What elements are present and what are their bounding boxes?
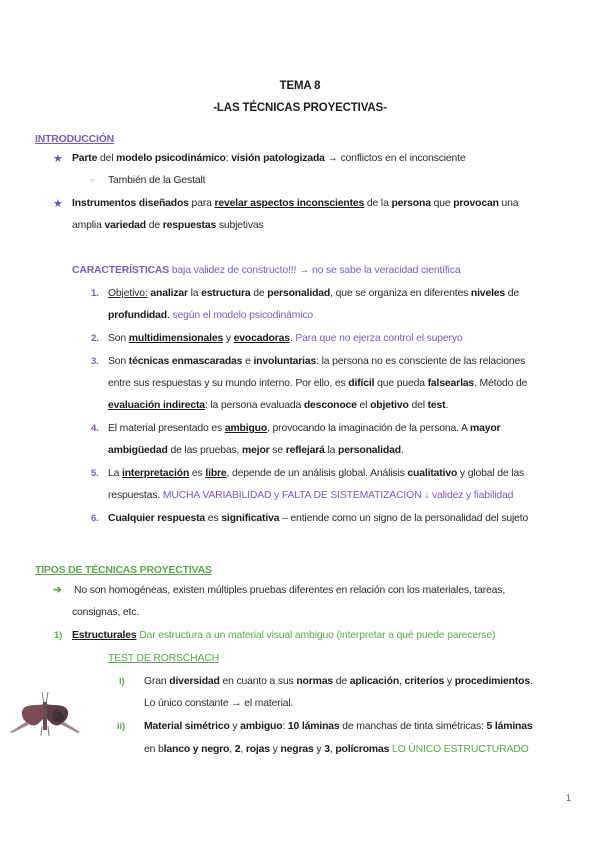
intro-item-1: Parte del modelo psicodinámico: visión patologizada → conflictos en el inconsciente xyxy=(72,153,466,164)
list-number: 1) xyxy=(54,630,63,641)
list-number: ii) xyxy=(117,721,125,732)
page-number: 1 xyxy=(566,793,571,803)
arrow-bullet-icon: ➔ xyxy=(53,585,62,596)
circle-bullet-icon: ○ xyxy=(90,176,95,185)
rorschach-item-2-line-2: en blanco y negro, 2, rojas y negras y 3, polícromas LO ÚNICO ESTRUCTURADO xyxy=(144,744,529,755)
list-number: 2. xyxy=(91,333,99,344)
tipos-note-line-2: consignas, etc. xyxy=(72,607,140,618)
section-heading-tipos: TIPOS DE TÉCNICAS PROYECTIVAS xyxy=(35,565,212,576)
test-rorschach-heading: TEST DE RORSCHACH xyxy=(108,653,219,664)
tipo-estructurales: Estructurales Dar estructura a un material visual ambiguo (interpretar a qué puede parecerse) xyxy=(72,630,496,641)
caracteristica-3-line-1: Son técnicas enmascaradas e involuntarias: la persona no es consciente de las relaciones xyxy=(108,356,526,367)
document-subtitle: -LAS TÉCNICAS PROYECTIVAS- xyxy=(213,102,387,114)
caracteristica-1-line-1: Objetivo: analizar la estructura de personalidad, que se organiza en diferentes niveles de xyxy=(108,288,520,299)
caracteristica-1-line-2: profundidad. según el modelo psicodinámico xyxy=(108,310,314,321)
document-title: TEMA 8 xyxy=(279,80,321,92)
caracteristica-6: Cualquier respuesta es significativa – entiende como un signo de la personalidad del sujeto xyxy=(108,513,529,524)
list-number: 5. xyxy=(91,468,99,479)
caracteristica-2: Son multidimensionales y evocadoras. Para que no ejerza control el superyo xyxy=(108,333,463,344)
caracteristica-5-line-2: respuestas. MUCHA VARIABILIDAD y FALTA DE SISTEMATIZACIÓN ↓ validez y fiabilidad xyxy=(108,490,514,501)
caracteristica-3-line-3: evaluación indirecta: la persona evaluada desconoce el objetivo del test. xyxy=(108,400,449,411)
rorschach-item-1-line-2: Lo único constante → el material. xyxy=(144,698,294,709)
caracteristica-5-line-1: La interpretación es libre, depende de un análisis global. Análisis cualitativo y global de las xyxy=(108,468,525,479)
intro-item-2-line-1: Instrumentos diseñados para revelar aspectos inconscientes de la persona que provocan una xyxy=(72,198,519,209)
star-bullet-icon: ★ xyxy=(53,198,63,210)
rorschach-item-2-line-1: Material simétrico y ambiguo: 10 láminas de manchas de tinta simétricas: 5 láminas xyxy=(144,721,533,732)
caracteristica-3-line-2: entre sus respuestas y su mundo interno. Por ello, es difícil que pueda falsearlas. Método de xyxy=(108,378,528,389)
caracteristica-4-line-1: El material presentado es ambiguo, provocando la imaginación de la persona. A mayor xyxy=(108,423,501,434)
section-heading-introduccion: INTRODUCCIÓN xyxy=(35,134,115,145)
list-number: 6. xyxy=(91,513,99,524)
star-bullet-icon: ★ xyxy=(53,153,63,165)
rorschach-inkblot-icon xyxy=(4,686,84,742)
caracteristica-4-line-2: ambigüedad de las pruebas, mejor se reflejará la personalidad. xyxy=(108,445,404,456)
list-number: i) xyxy=(119,676,125,687)
tipos-note-line-1: No son homogéneas, existen múltiples pruebas diferentes en relación con los materiales, tareas, xyxy=(74,585,506,596)
list-number: 3. xyxy=(91,356,99,367)
list-number: 1. xyxy=(91,288,99,299)
intro-item-2-line-2: amplia variedad de respuestas subjetivas xyxy=(72,220,264,231)
rorschach-item-1-line-1: Gran diversidad en cuanto a sus normas de aplicación, criterios y procedimientos. xyxy=(144,676,533,687)
list-number: 4. xyxy=(91,423,99,434)
section-heading-caracteristicas: CARACTERÍSTICAS baja validez de constructo!!! → no se sabe la veracidad científica xyxy=(72,265,461,276)
intro-subitem-gestalt: También de la Gestalt xyxy=(108,175,206,186)
